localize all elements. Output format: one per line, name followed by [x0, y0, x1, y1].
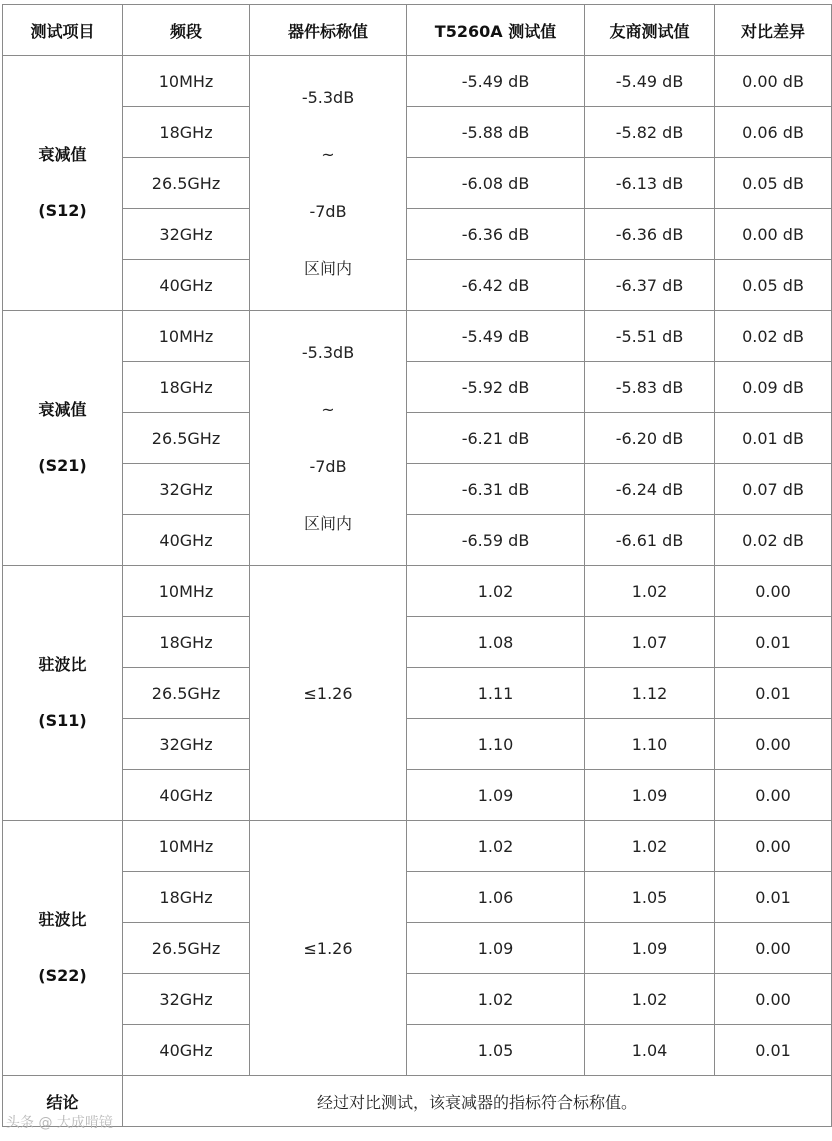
t5260a-value: 1.09 [407, 770, 585, 821]
diff-value: 0.01 [715, 617, 832, 668]
table-row [3, 260, 832, 311]
header-row [3, 5, 832, 56]
header-item: 测试项目 [3, 5, 123, 56]
table-row [3, 1025, 832, 1076]
table-row [3, 974, 832, 1025]
table-row [3, 362, 832, 413]
freq-cell: 10MHz [123, 566, 250, 617]
t5260a-value: -6.36 dB [407, 209, 585, 260]
table-row [3, 56, 832, 107]
spec-cell: -5.3dB ~ -7dB 区间内 [250, 311, 407, 566]
table-row [3, 515, 832, 566]
freq-cell: 32GHz [123, 209, 250, 260]
competitor-value: 1.02 [585, 821, 715, 872]
group-label-s11: 驻波比 (S11) [3, 566, 123, 821]
freq-cell: 26.5GHz [123, 923, 250, 974]
table-row [3, 617, 832, 668]
t5260a-value: -6.08 dB [407, 158, 585, 209]
freq-cell: 40GHz [123, 1025, 250, 1076]
diff-value: 0.01 dB [715, 413, 832, 464]
conclusion-text: 经过对比测试，该衰减器的指标符合标称值。 [123, 1076, 832, 1127]
group-label-s22: 驻波比 (S22) [3, 821, 123, 1076]
header-freq: 频段 [123, 5, 250, 56]
competitor-value: 1.12 [585, 668, 715, 719]
header-competitor: 友商测试值 [585, 5, 715, 56]
t5260a-value: 1.05 [407, 1025, 585, 1076]
t5260a-value: -6.21 dB [407, 413, 585, 464]
spec-cell: -5.3dB ~ -7dB 区间内 [250, 56, 407, 311]
diff-value: 0.01 [715, 668, 832, 719]
t5260a-value: 1.08 [407, 617, 585, 668]
freq-cell: 32GHz [123, 719, 250, 770]
competitor-value: -5.51 dB [585, 311, 715, 362]
freq-cell: 40GHz [123, 260, 250, 311]
table-row [3, 464, 832, 515]
t5260a-value: -6.42 dB [407, 260, 585, 311]
t5260a-value: 1.02 [407, 974, 585, 1025]
t5260a-value: -5.92 dB [407, 362, 585, 413]
competitor-value: -5.49 dB [585, 56, 715, 107]
competitor-value: 1.05 [585, 872, 715, 923]
diff-value: 0.06 dB [715, 107, 832, 158]
t5260a-value: -5.88 dB [407, 107, 585, 158]
freq-cell: 40GHz [123, 770, 250, 821]
competitor-value: -5.82 dB [585, 107, 715, 158]
table-row [3, 566, 832, 617]
competitor-value: -5.83 dB [585, 362, 715, 413]
freq-cell: 18GHz [123, 872, 250, 923]
diff-value: 0.01 [715, 1025, 832, 1076]
freq-cell: 18GHz [123, 362, 250, 413]
competitor-value: -6.61 dB [585, 515, 715, 566]
t5260a-value: 1.06 [407, 872, 585, 923]
freq-cell: 40GHz [123, 515, 250, 566]
diff-value: 0.00 [715, 923, 832, 974]
freq-cell: 18GHz [123, 617, 250, 668]
diff-value: 0.00 [715, 719, 832, 770]
t5260a-value: 1.10 [407, 719, 585, 770]
header-t5260a: T5260A 测试值 [407, 5, 585, 56]
freq-cell: 32GHz [123, 974, 250, 1025]
group-label-s12: 衰减值 (S12) [3, 56, 123, 311]
competitor-value: 1.09 [585, 923, 715, 974]
group-label-s21: 衰减值 (S21) [3, 311, 123, 566]
diff-value: 0.05 dB [715, 260, 832, 311]
t5260a-value: -5.49 dB [407, 56, 585, 107]
diff-value: 0.00 dB [715, 209, 832, 260]
diff-value: 0.00 [715, 821, 832, 872]
diff-value: 0.09 dB [715, 362, 832, 413]
table-row [3, 668, 832, 719]
competitor-value: -6.37 dB [585, 260, 715, 311]
t5260a-value: -6.59 dB [407, 515, 585, 566]
diff-value: 0.00 [715, 974, 832, 1025]
freq-cell: 10MHz [123, 311, 250, 362]
header-spec: 器件标称值 [250, 5, 407, 56]
table-row [3, 413, 832, 464]
competitor-value: 1.02 [585, 566, 715, 617]
diff-value: 0.01 [715, 872, 832, 923]
competitor-value: 1.04 [585, 1025, 715, 1076]
table-row [3, 923, 832, 974]
freq-cell: 18GHz [123, 107, 250, 158]
table-row [3, 107, 832, 158]
freq-cell: 26.5GHz [123, 158, 250, 209]
competitor-value: -6.24 dB [585, 464, 715, 515]
freq-cell: 26.5GHz [123, 668, 250, 719]
t5260a-value: -6.31 dB [407, 464, 585, 515]
competitor-value: 1.02 [585, 974, 715, 1025]
t5260a-value: 1.11 [407, 668, 585, 719]
diff-value: 0.02 dB [715, 311, 832, 362]
t5260a-value: -5.49 dB [407, 311, 585, 362]
competitor-value: -6.13 dB [585, 158, 715, 209]
diff-value: 0.00 dB [715, 56, 832, 107]
comparison-table [2, 4, 832, 1127]
competitor-value: 1.07 [585, 617, 715, 668]
freq-cell: 10MHz [123, 56, 250, 107]
t5260a-value: 1.02 [407, 821, 585, 872]
diff-value: 0.05 dB [715, 158, 832, 209]
freq-cell: 10MHz [123, 821, 250, 872]
header-diff: 对比差异 [715, 5, 832, 56]
conclusion-row [3, 1076, 832, 1127]
diff-value: 0.07 dB [715, 464, 832, 515]
competitor-value: 1.09 [585, 770, 715, 821]
conclusion-label: 结论 [3, 1076, 123, 1127]
table-row [3, 770, 832, 821]
table-row [3, 158, 832, 209]
table-row [3, 872, 832, 923]
table-row [3, 821, 832, 872]
spec-cell: ≤1.26 [250, 821, 407, 1076]
competitor-value: -6.20 dB [585, 413, 715, 464]
competitor-value: -6.36 dB [585, 209, 715, 260]
table-row [3, 719, 832, 770]
competitor-value: 1.10 [585, 719, 715, 770]
table-row [3, 209, 832, 260]
diff-value: 0.02 dB [715, 515, 832, 566]
t5260a-value: 1.09 [407, 923, 585, 974]
watermark: 头条 @ 大成啃镜 [6, 1115, 113, 1131]
diff-value: 0.00 [715, 566, 832, 617]
table-row [3, 311, 832, 362]
t5260a-value: 1.02 [407, 566, 585, 617]
spec-cell: ≤1.26 [250, 566, 407, 821]
diff-value: 0.00 [715, 770, 832, 821]
freq-cell: 32GHz [123, 464, 250, 515]
freq-cell: 26.5GHz [123, 413, 250, 464]
